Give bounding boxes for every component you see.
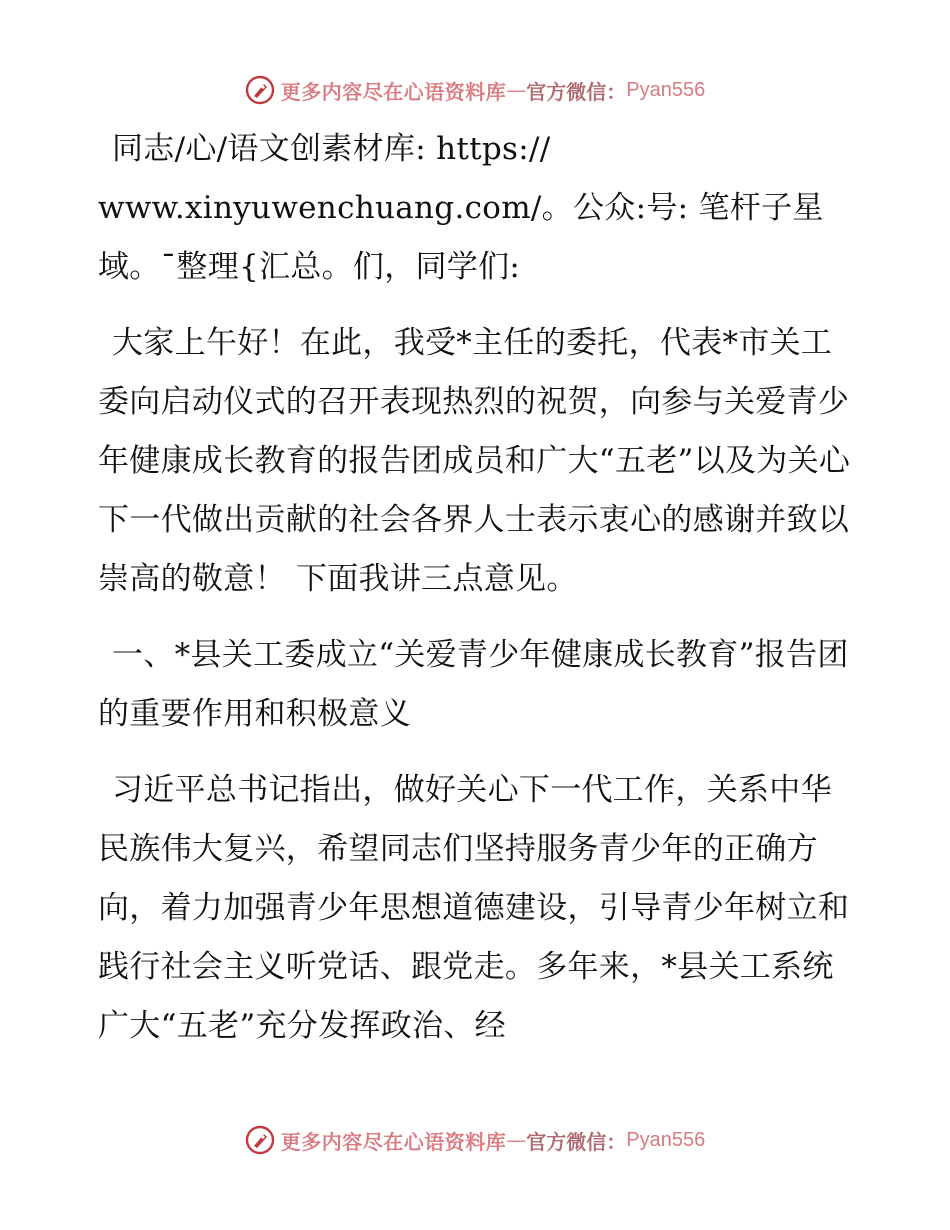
- paragraph: 同志/心/语文创素材库: https:// www.xinyuwenchuang.com/。公众:号: 笔杆子星域。¯整理{汇总。们，同学们:: [98, 131, 824, 285]
- footer-banner: [0, 1120, 950, 1160]
- pen-nib-icon: [245, 1125, 275, 1155]
- paragraph: 大家上午好！在此，我受*主任的委托，代表*市关工委向启动仪式的召开表现热烈的祝贺，向参与关爱青少年健康成长教育的报告团成员和广大“五老”以及为关心下一代做出贡献的社会各界人士表示衷心的感谢并致以崇高的敬意！ 下面我讲三点意见。: [98, 325, 851, 597]
- header-banner: [0, 70, 950, 110]
- paragraph: 习近平总书记指出，做好关心下一代工作，关系中华民族伟大复兴，希望同志们坚持服务青少年的正确方向，着力加强青少年思想道德建设，引导青少年树立和践行社会主义听党话、跟党走。多年来，*县关工系统广大“五老”充分发挥政治、经: [98, 772, 850, 1044]
- banner-brand-text: 更多内容尽在心语资料库: [280, 79, 507, 104]
- banner-official-label: 官方微信：: [526, 1129, 627, 1154]
- section-heading: 一、*县关工委成立“关爱青少年健康成长教育”报告团的重要作用和积极意义: [98, 637, 849, 732]
- banner-separator: —: [506, 78, 527, 102]
- banner-separator: —: [506, 1128, 527, 1152]
- document-body: [98, 120, 858, 1073]
- pen-nib-icon: [245, 75, 275, 105]
- banner-brand-text: 更多内容尽在心语资料库: [280, 1129, 507, 1154]
- banner-official-label: 官方微信：: [526, 79, 627, 104]
- banner-wechat-id: Pyan556: [626, 78, 706, 101]
- banner-wechat-id: Pyan556: [626, 1128, 706, 1151]
